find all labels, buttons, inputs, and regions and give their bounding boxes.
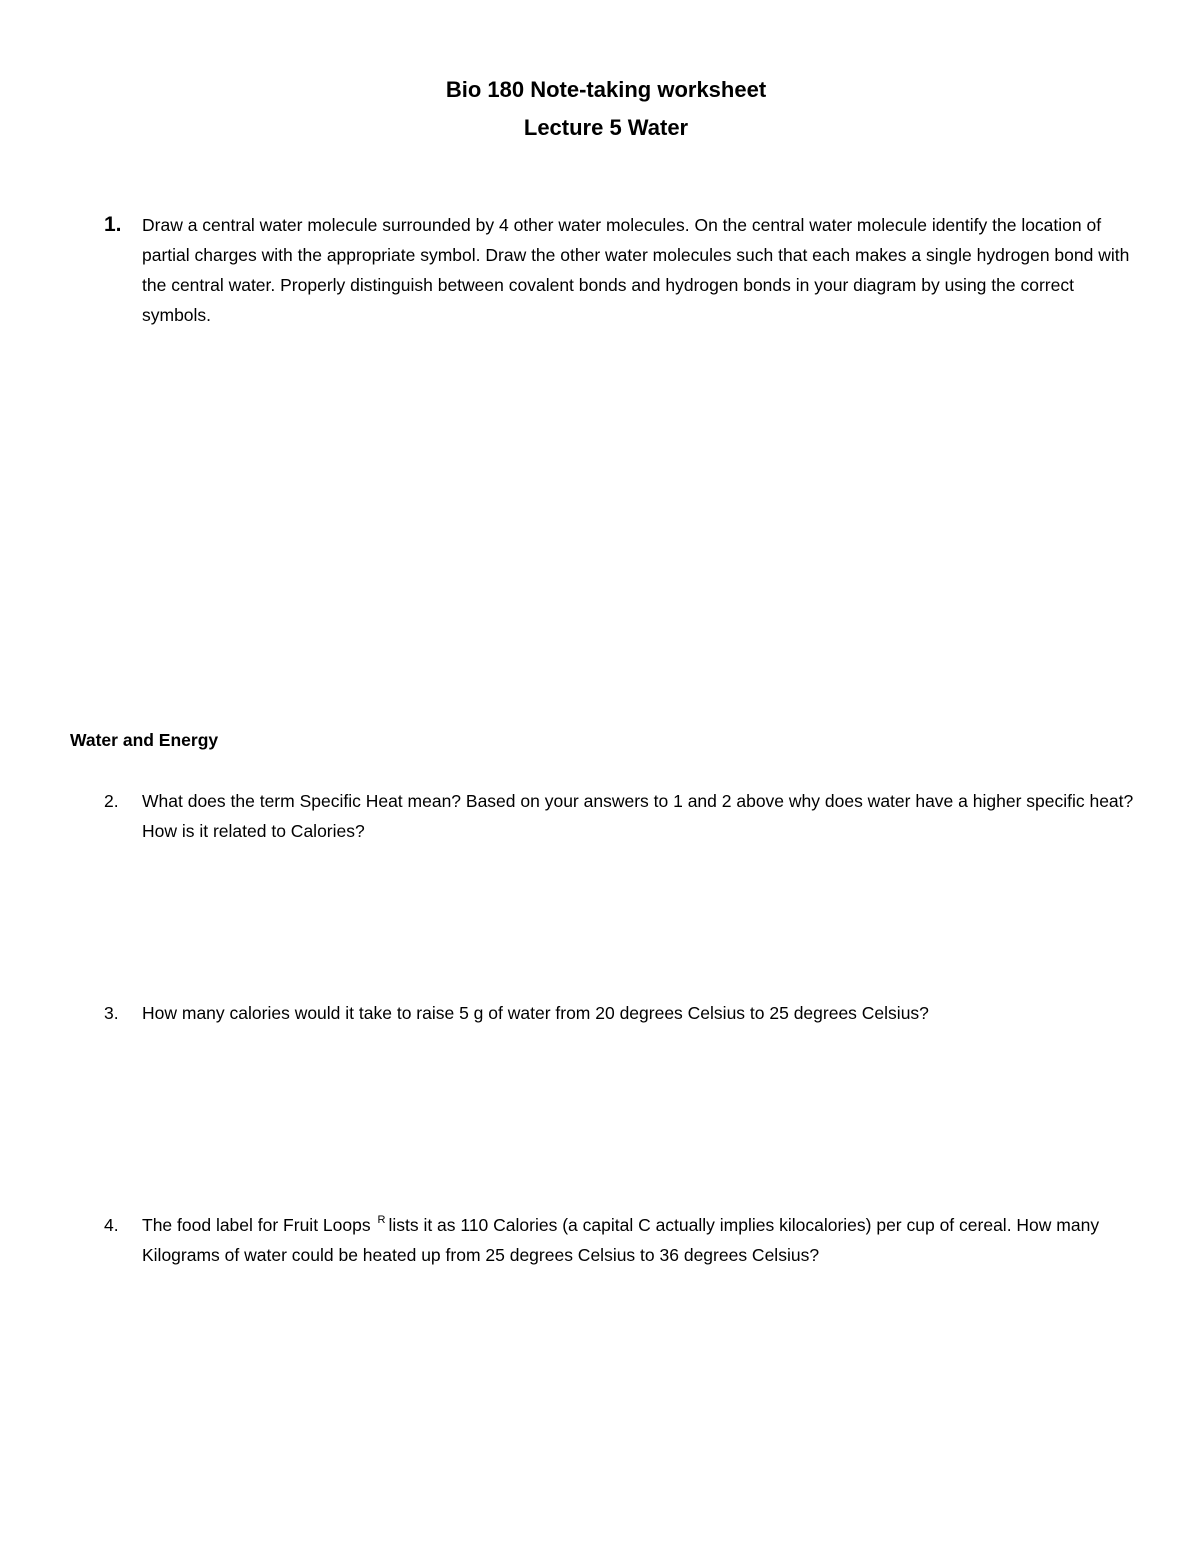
question-3 [104, 998, 1144, 1028]
section-heading: Water and Energy [70, 730, 219, 750]
question-text: How many calories would it take to raise 5 g of water from 20 degrees Celsius to 25 degrees Celsius? [142, 1003, 929, 1023]
page-subtitle: Lecture 5 Water [523, 115, 689, 140]
question-text: Draw a central water molecule surrounded by 4 other water molecules. On the central water molecule identify the location of partial charges with the appropriate symbol. Draw the other water molecules such that each makes a single hydrogen bond with the central water. Properly distinguish between covalent bonds and hydrogen bonds in your diagram by using the correct symbols. [142, 215, 1130, 325]
registered-superscript: R [377, 1214, 386, 1226]
question-number: 2. [104, 791, 119, 811]
question-number: 1. [104, 213, 122, 236]
question-4 [104, 1210, 1144, 1270]
question-2 [104, 786, 1144, 846]
question-text: What does the term Specific Heat mean? Based on your answers to 1 and 2 above why does water have a higher specific heat? How is it related to Calories? [142, 791, 1134, 841]
question-text-part: The food label for Fruit Loops [142, 1215, 371, 1235]
question-number: 4. [104, 1215, 119, 1235]
question-text-part: lists it as 110 Calories (a capital C actually implies kilocalories) per cup of cereal. How many Kilograms of water could be heated up from 25 degrees Celsius to 36 degrees Celsius? [142, 1215, 1100, 1265]
question-text [142, 1210, 1144, 1270]
page-title: Bio 180 Note-taking worksheet [445, 77, 767, 102]
question-1 [104, 210, 1144, 330]
question-number: 3. [104, 1003, 119, 1023]
